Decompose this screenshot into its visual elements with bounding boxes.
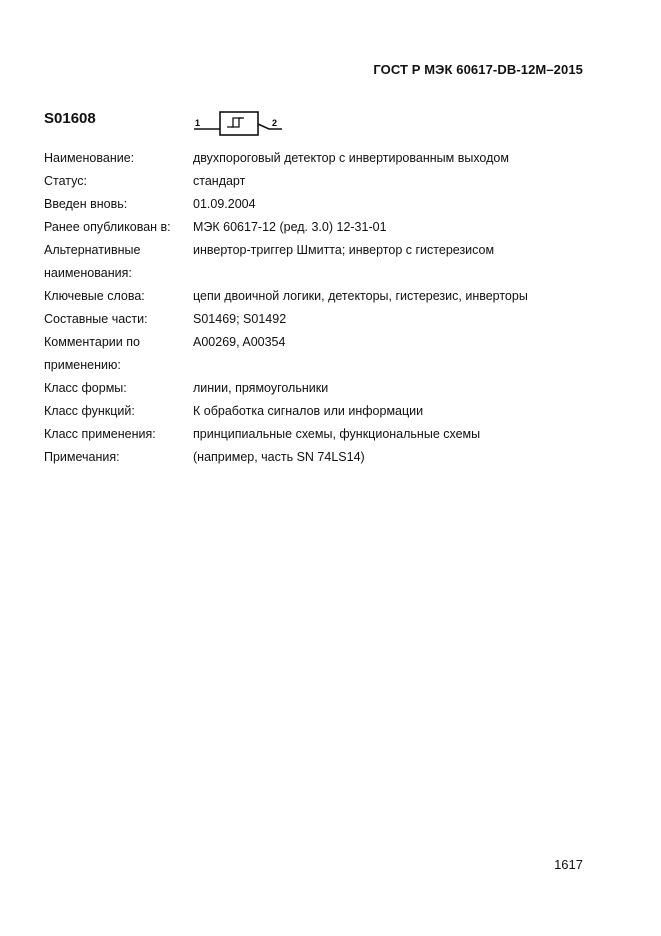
output-terminal-label: 2 [272, 118, 278, 128]
field-row [44, 377, 584, 400]
hysteresis-mark [227, 118, 242, 127]
field-label: Комментарии по [44, 335, 140, 349]
page-number: 1617 [554, 857, 583, 872]
field-label: Ранее опубликован в: [44, 220, 171, 234]
field-row [44, 423, 584, 446]
symbol-properties [44, 147, 584, 469]
field-value: линии, прямоугольники [193, 381, 329, 395]
field-label: Примечания: [44, 450, 120, 464]
field-row [44, 400, 584, 423]
field-value: инвертор-триггер Шмитта; инвертор с гистерезисом [193, 243, 495, 257]
field-value [193, 262, 584, 285]
field-row [44, 262, 584, 285]
field-row [44, 308, 584, 331]
field-label: Класс формы: [44, 381, 127, 395]
document-header: ГОСТ Р МЭК 60617-DB-12M–2015 [373, 62, 583, 77]
field-value: S01469; S01492 [193, 312, 287, 326]
field-row [44, 331, 584, 354]
input-terminal-label: 1 [195, 118, 201, 128]
field-label: применению: [44, 358, 121, 372]
field-value: цепи двоичной логики, детекторы, гистерезис, инверторы [193, 289, 528, 303]
hysteresis-inverter-symbol-icon [192, 108, 284, 138]
field-row [44, 170, 584, 193]
field-value: принципиальные схемы, функциональные схемы [193, 427, 481, 441]
field-row [44, 193, 584, 216]
field-value: К обработка сигналов или информации [193, 404, 424, 418]
field-label: Наименование: [44, 151, 135, 165]
field-value [193, 354, 584, 377]
field-row [44, 147, 584, 170]
field-value: двухпороговый детектор с инвертированным выходом [193, 151, 509, 165]
field-label: наименования: [44, 266, 132, 280]
field-row [44, 239, 584, 262]
field-value: стандарт [193, 174, 246, 188]
field-label: Статус: [44, 174, 87, 188]
field-row [44, 446, 584, 469]
field-row [44, 216, 584, 239]
field-value: A00269, A00354 [193, 335, 286, 349]
field-value: (например, часть SN 74LS14) [193, 450, 365, 464]
symbol-id: S01608 [44, 110, 96, 127]
field-row [44, 354, 584, 377]
field-row [44, 285, 584, 308]
field-label: Альтернативные [44, 243, 141, 257]
negation-indicator [258, 124, 282, 129]
field-label: Класс функций: [44, 404, 135, 418]
field-value: 01.09.2004 [193, 197, 256, 211]
field-label: Введен вновь: [44, 197, 128, 211]
field-label: Ключевые слова: [44, 289, 145, 303]
field-value: МЭК 60617-12 (ред. 3.0) 12-31-01 [193, 220, 387, 234]
field-label: Составные части: [44, 312, 148, 326]
field-label: Класс применения: [44, 427, 156, 441]
